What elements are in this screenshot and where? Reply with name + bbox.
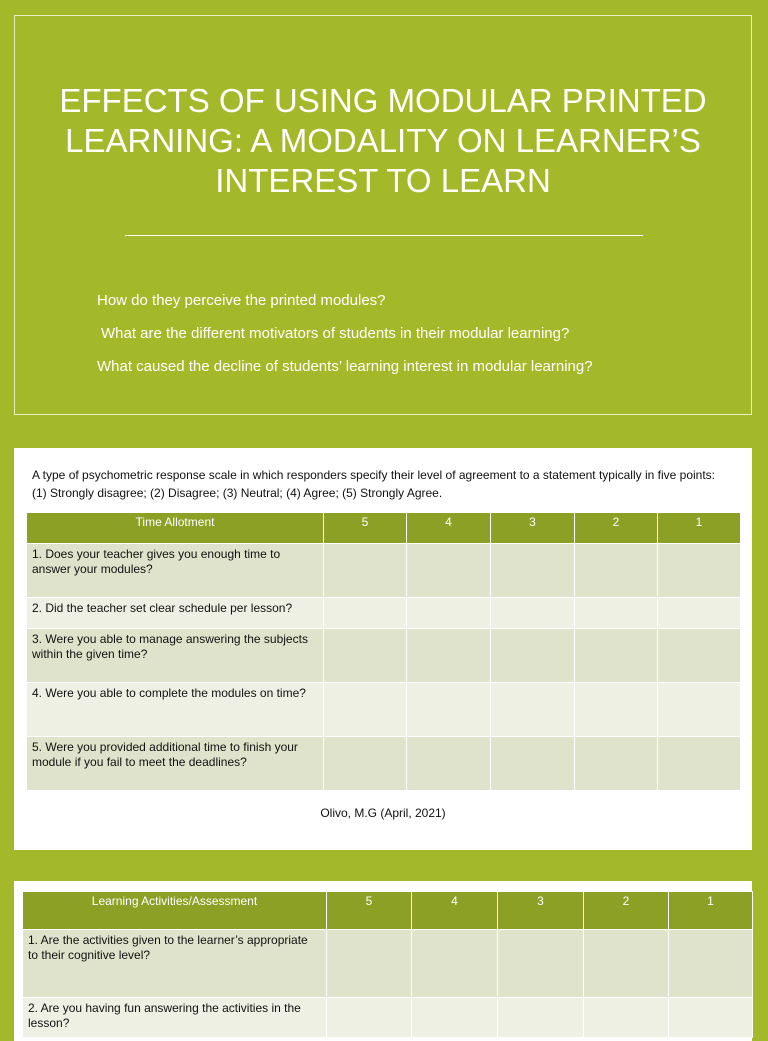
rating-cell <box>491 683 575 737</box>
column-header-5: 5 <box>327 892 412 930</box>
rating-cell <box>584 930 669 998</box>
table-row <box>23 930 753 998</box>
rating-cell <box>324 544 407 598</box>
question-cell: 1. Are the activities given to the learner’s appropriate to their cognitive level? <box>23 930 327 998</box>
time-allotment-table <box>26 512 741 791</box>
table-row <box>23 998 753 1038</box>
column-header-4: 4 <box>412 892 498 930</box>
rating-cell <box>324 737 407 791</box>
column-header-1: 1 <box>669 892 753 930</box>
column-header-5: 5 <box>324 513 407 544</box>
rating-cell <box>575 629 658 683</box>
question-cell: 2. Are you having fun answering the activities in the lesson? <box>23 998 327 1038</box>
rating-cell <box>498 998 584 1038</box>
table-header-row <box>23 892 753 930</box>
question-cell: 4. Were you able to complete the modules on time? <box>27 683 324 737</box>
title-underline <box>125 235 643 236</box>
column-header-3: 3 <box>498 892 584 930</box>
rating-cell <box>327 998 412 1038</box>
rating-cell <box>412 930 498 998</box>
question-cell: 3. Were you able to manage answering the subjects within the given time? <box>27 629 324 683</box>
rating-cell <box>407 737 491 791</box>
question-cell: 2. Did the teacher set clear schedule per lesson? <box>27 598 324 629</box>
rating-cell <box>575 683 658 737</box>
citation: Olivo, M.G (April, 2021) <box>320 806 446 820</box>
learning-activities-table <box>22 891 753 1038</box>
question-3: What caused the decline of students’ learning interest in modular learning? <box>97 358 593 375</box>
rating-cell <box>491 629 575 683</box>
table-row <box>27 737 741 791</box>
rating-cell <box>324 598 407 629</box>
rating-cell <box>498 930 584 998</box>
column-header-3: 3 <box>491 513 575 544</box>
rating-cell <box>412 998 498 1038</box>
rating-cell <box>669 998 753 1038</box>
rating-cell <box>584 998 669 1038</box>
rating-cell <box>407 598 491 629</box>
table-row <box>27 544 741 598</box>
question-cell: 1. Does your teacher gives you enough time to answer your modules? <box>27 544 324 598</box>
rating-cell <box>658 683 741 737</box>
title-slide <box>14 15 752 415</box>
rating-cell <box>575 737 658 791</box>
rating-cell <box>327 930 412 998</box>
rating-cell <box>491 598 575 629</box>
rating-cell <box>491 737 575 791</box>
question-cell: 5. Were you provided additional time to finish your module if you fail to meet the deadlines? <box>27 737 324 791</box>
rating-cell <box>669 930 753 998</box>
table-row <box>27 598 741 629</box>
column-header-time-allotment: Time Allotment <box>27 513 324 544</box>
column-header-learning-activities: Learning Activities/Assessment <box>23 892 327 930</box>
rating-cell <box>658 544 741 598</box>
likert-slide-time-allotment <box>14 448 752 850</box>
likert-description: A type of psychometric response scale in which responders specify their level of agreement to a statement typically in five points: (1) Strongly disagree; (2) Disagree; (3) Neutral; (4) Agree; (5) Strongly Agree. <box>32 468 716 500</box>
rating-cell <box>575 598 658 629</box>
column-header-2: 2 <box>584 892 669 930</box>
rating-cell <box>491 544 575 598</box>
rating-cell <box>407 683 491 737</box>
column-header-1: 1 <box>658 513 741 544</box>
rating-cell <box>658 598 741 629</box>
question-1: How do they perceive the printed modules? <box>97 292 386 309</box>
table-header-row <box>27 513 741 544</box>
rating-cell <box>658 629 741 683</box>
likert-slide-learning-activities <box>14 881 752 1041</box>
slide-title: EFFECTS OF USING MODULAR PRINTED LEARNING: A MODALITY ON LEARNER’S INTEREST TO LEARN <box>59 82 707 199</box>
column-header-4: 4 <box>407 513 491 544</box>
table-row <box>27 629 741 683</box>
column-header-2: 2 <box>575 513 658 544</box>
rating-cell <box>324 683 407 737</box>
table-row <box>27 683 741 737</box>
research-questions <box>97 291 593 390</box>
question-2: What are the different motivators of students in their modular learning? <box>101 325 570 342</box>
rating-cell <box>658 737 741 791</box>
rating-cell <box>324 629 407 683</box>
rating-cell <box>575 544 658 598</box>
rating-cell <box>407 629 491 683</box>
rating-cell <box>407 544 491 598</box>
